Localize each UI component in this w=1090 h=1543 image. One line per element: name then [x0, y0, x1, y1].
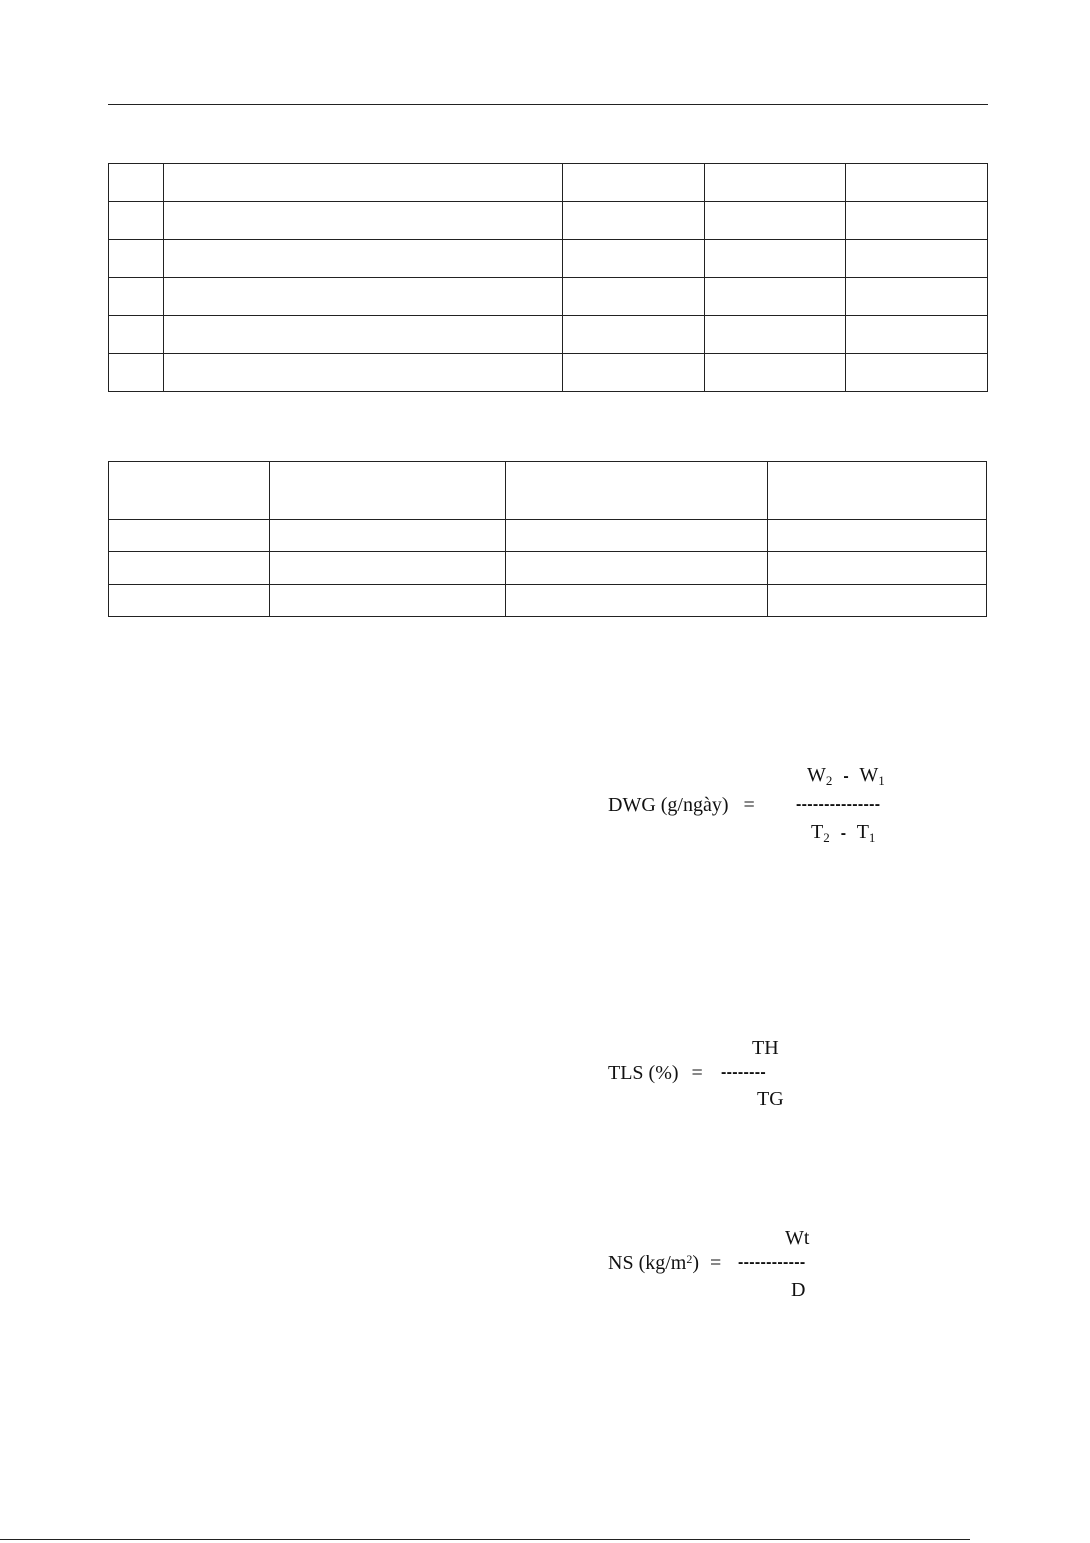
formula-tls-lhs: TLS (%) = — [608, 1062, 703, 1084]
formula-ns-fraction-bar: ------------ — [738, 1254, 806, 1271]
table-row — [109, 354, 988, 392]
header-rule — [108, 104, 988, 105]
formula-ns-denominator: D — [791, 1279, 806, 1301]
formula-dwg-numerator: $W_2 - W_1$ — [807, 764, 885, 788]
formula-ns-numerator: Wt — [785, 1227, 810, 1249]
formula-tls-numerator: TH — [752, 1037, 779, 1059]
table-row — [109, 316, 988, 354]
table-row — [109, 164, 988, 202]
table-row — [109, 240, 988, 278]
table-header-row — [109, 462, 987, 520]
formula-tls-fraction-bar: -------- — [721, 1064, 767, 1081]
table-1 — [108, 163, 988, 392]
formula-tls-denominator: TG — [757, 1088, 784, 1110]
table-row — [109, 520, 987, 552]
formula-dwg-fraction-bar: --------------- — [796, 796, 881, 813]
table-2 — [108, 461, 987, 617]
formula-dwg-lhs: DWG (g/ngày) = — [608, 794, 755, 816]
formula-ns-lhs: NS $(kg/m^2)$ = — [608, 1252, 722, 1274]
formula-dwg-denominator: $T_2 - T_1$ — [811, 821, 876, 845]
table-row — [109, 552, 987, 585]
footer-rule — [0, 1539, 970, 1540]
table-row — [109, 278, 988, 316]
table-row — [109, 202, 988, 240]
table-row — [109, 585, 987, 617]
